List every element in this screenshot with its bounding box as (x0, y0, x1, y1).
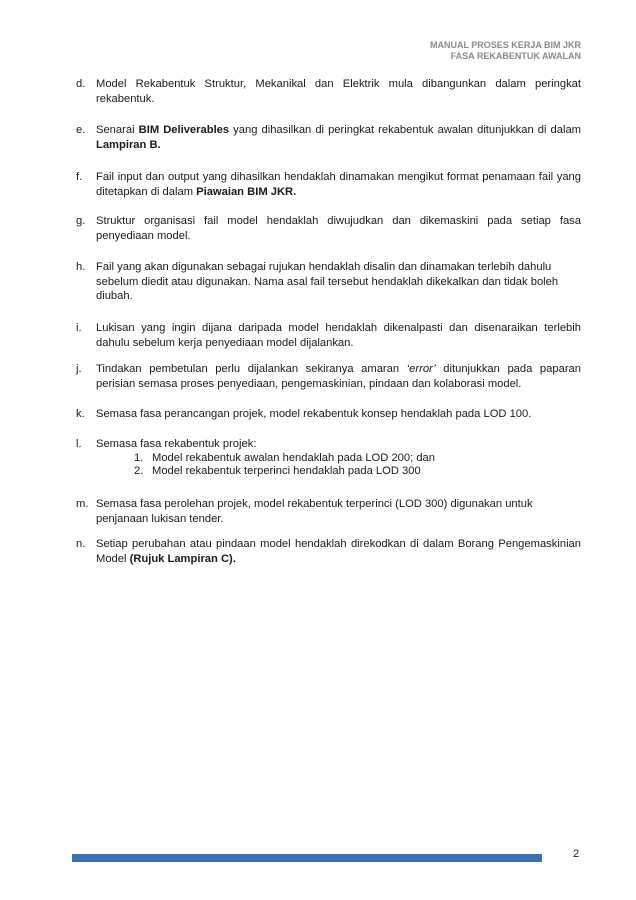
item-text: Semasa fasa perolehan projek, model rekabentuk terperinci (LOD 300) digunakan untuk penjanaan lukisan tender. (96, 498, 533, 525)
item-text: Senarai BIM Deliverables yang dihasilkan di peringkat rekabentuk awalan ditunjukkan di dalam Lampiran B. (96, 124, 581, 151)
sub-item-text: Model rekabentuk terperinci hendaklah pada LOD 300 (152, 464, 421, 477)
list-item (76, 537, 581, 566)
item-letter: m. (76, 498, 89, 510)
sub-item-number: 1. (134, 451, 144, 464)
italic-term: ‘error’ (406, 363, 436, 375)
bold-reference: Piawaian BIM JKR. (196, 185, 297, 198)
item-letter: j. (76, 363, 82, 375)
bold-reference: (Rujuk Lampiran C). (129, 552, 236, 565)
item-letter: g. (76, 215, 86, 227)
item-text: Semasa fasa perancangan projek, model rekabentuk konsep hendaklah pada LOD 100. (96, 408, 532, 420)
list-item (76, 362, 581, 391)
list-item (76, 497, 581, 526)
item-letter: i. (76, 322, 82, 334)
list-item (76, 170, 581, 199)
bold-reference: Lampiran B. (96, 138, 161, 151)
header-line-1: MANUAL PROSES KERJA BIM JKR (429, 40, 581, 50)
item-text: Tindakan pembetulan perlu dijalankan sekiranya amaran ‘error’ ditunjukkan pada paparan perisian semasa proses penyediaan, pengemaskinian, pindaan dan kolaborasi model. (96, 363, 581, 390)
item-text: Fail yang akan digunakan sebagai rujukan hendaklah disalin dan dinamakan terlebih dahulu sebelum diedit atau digunakan. Nama asal fail tersebut hendaklah dikekalkan dan tidak boleh diubah. (96, 261, 559, 302)
item-letter: e. (76, 124, 86, 136)
item-text: Model Rekabentuk Struktur, Mekanikal dan Elektrik mula dibangunkan dalam peringkat rekabentuk. (96, 78, 581, 105)
item-letter: d. (76, 78, 86, 90)
sub-list-item (134, 452, 581, 465)
item-letter: l. (76, 438, 82, 450)
sub-list (134, 452, 581, 478)
sub-item-number: 2. (134, 464, 144, 477)
item-text: Semasa fasa rekabentuk projek: (96, 438, 257, 450)
list-item (76, 77, 581, 106)
list-item (76, 321, 581, 350)
item-letter: h. (76, 261, 86, 273)
item-letter: f. (76, 171, 83, 183)
item-text: Fail input dan output yang dihasilkan hendaklah dinamakan mengikut format penamaan fail yang ditetapkan di dalam Piawaian BIM JKR. (96, 171, 581, 198)
list-item (76, 123, 581, 152)
list-item (76, 214, 581, 243)
item-text: Struktur organisasi fail model hendaklah diwujudkan dan dikemaskini pada setiap fasa penyediaan model. (96, 215, 581, 242)
header-line-2: FASA REKABENTUK AWALAN (450, 51, 581, 61)
item-letter: n. (76, 538, 86, 550)
running-header (430, 40, 581, 62)
list-item (76, 260, 581, 304)
sub-list-item (134, 465, 581, 478)
sub-item-text: Model rekabentuk awalan hendaklah pada LOD 200; dan (152, 451, 435, 464)
page-number: 2 (573, 848, 580, 860)
item-text: Lukisan yang ingin dijana daripada model hendaklah dikenalpasti dan disenaraikan terlebih dahulu sebelum kerja penyediaan model dijalankan. (96, 322, 581, 349)
item-letter: k. (76, 408, 85, 420)
item-text: Setiap perubahan atau pindaan model hendaklah direkodkan di dalam Borang Pengemaskinian Model (Rujuk Lampiran C). (96, 538, 581, 565)
footer-bar (72, 854, 542, 862)
bold-term: BIM Deliverables (138, 124, 230, 136)
list-item (76, 437, 581, 478)
list-item (76, 407, 581, 422)
